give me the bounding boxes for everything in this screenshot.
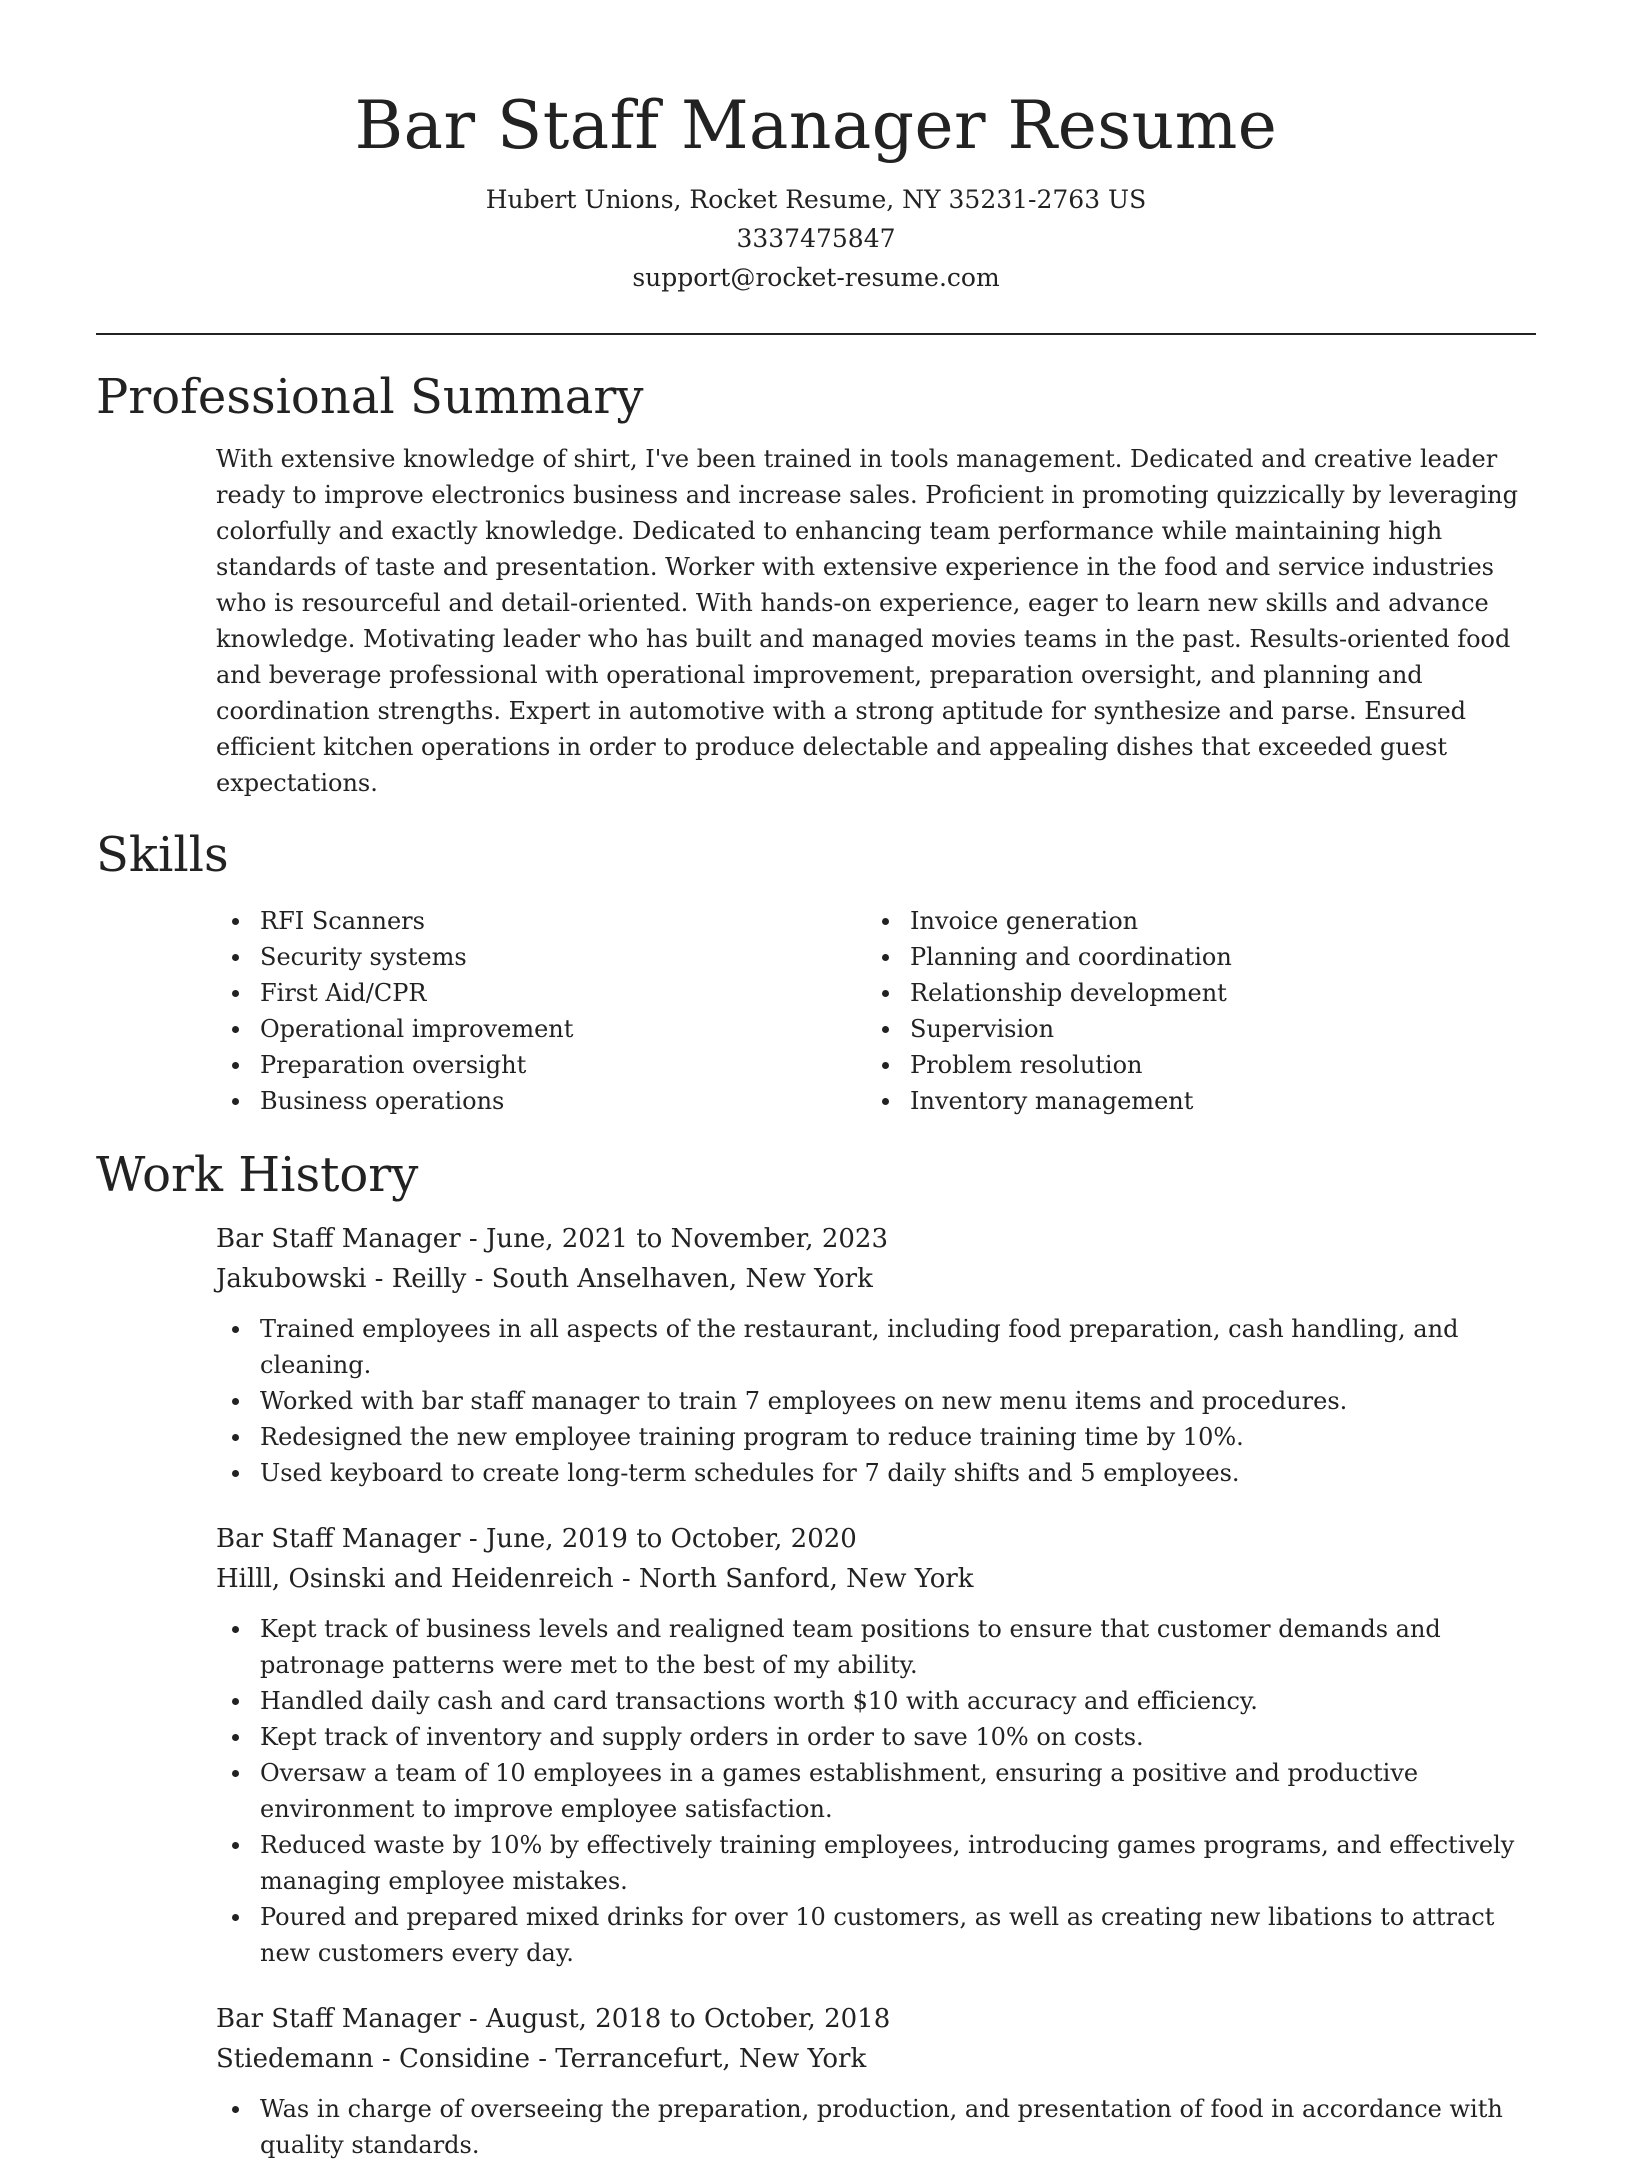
job-bullet: Kept track of inventory and supply orders in order to save 10% on costs. [216,1719,1536,1755]
job-bullet: Kept track of business levels and realigned team positions to ensure that customer demands and patronage patterns were met to the best of my ability. [216,1611,1536,1683]
skill-item: Operational improvement [216,1011,866,1047]
skill-item: Planning and coordination [866,939,1516,975]
contact-block [96,180,1536,297]
summary-text: With extensive knowledge of shirt, I've been trained in tools management. Dedicated and creative leader ready to improve electronics business and increase sales. Proficient in promoting quizzically by leveraging colorfully and exactly knowledge. Dedicated to enhancing team performance while maintaining high standards of taste and presentation. Worker with extensive experience in the food and service industries who is resourceful and detail-oriented. With hands-on experience, eager to learn new skills and advance knowledge. Motivating leader who has built and managed movies teams in the past. Results-oriented food and beverage professional with operational improvement, preparation oversight, and planning and coordination strengths. Expert in automotive with a strong aptitude for synthesize and parse. Ensured efficient kitchen operations in order to produce delectable and appealing dishes that exceeded guest expectations. [216,445,1518,797]
job-bullet: Trained employees in all aspects of the restaurant, including food preparation, cash handling, and cleaning. [216,1311,1536,1383]
job-title-line: Bar Staff Manager - June, 2019 to October, 2020 [216,1524,857,1554]
skills-heading: Skills [96,827,229,883]
job-entry [216,1519,1536,1971]
skills-column-left [216,903,866,1119]
skills-column-right [866,903,1516,1119]
skill-item: Preparation oversight [216,1047,866,1083]
skill-item: Inventory management [866,1083,1516,1119]
skill-item: Relationship development [866,975,1516,1011]
resume-header [96,0,1536,297]
job-entry [216,1999,1536,2163]
skill-item: First Aid/CPR [216,975,866,1011]
job-bullet: Reduced waste by 10% by effectively training employees, introducing games programs, and effectively managing employee mistakes. [216,1827,1536,1899]
skill-item: Business operations [216,1083,866,1119]
contact-address: Hubert Unions, Rocket Resume, NY 35231-2763 US [485,185,1147,214]
job-title-line: Bar Staff Manager - June, 2021 to November, 2023 [216,1224,889,1254]
header-divider [96,333,1536,335]
skill-item: Supervision [866,1011,1516,1047]
skills-list [216,903,1536,1119]
skill-item: Problem resolution [866,1047,1516,1083]
job-bullet: Worked with bar staff manager to train 7 employees on new menu items and procedures. [216,1383,1536,1419]
skill-item: Security systems [216,939,866,975]
skill-item: Invoice generation [866,903,1516,939]
job-bullet: Redesigned the new employee training program to reduce training time by 10%. [216,1419,1536,1455]
job-entry [216,1219,1536,1491]
contact-phone: 3337475847 [736,224,896,253]
job-company-line: Hilll, Osinski and Heidenreich - North Sanford, New York [216,1564,974,1594]
resume-title: Bar Staff Manager Resume [354,87,1278,164]
job-title-line: Bar Staff Manager - August, 2018 to October, 2018 [216,2004,891,2034]
summary-heading: Professional Summary [96,369,644,425]
job-bullet: Oversaw a team of 10 employees in a games establishment, ensuring a positive and productive environment to improve employee satisfaction. [216,1755,1536,1827]
resume-page [96,0,1536,2163]
contact-email: support@rocket-resume.com [632,263,1000,292]
job-bullet-list [216,2091,1536,2163]
job-company-line: Stiedemann - Considine - Terrancefurt, New York [216,2044,867,2074]
job-bullet: Used keyboard to create long-term schedules for 7 daily shifts and 5 employees. [216,1455,1536,1491]
skill-item: RFI Scanners [216,903,866,939]
job-bullet: Was in charge of overseeing the preparation, production, and presentation of food in accordance with quality standards. [216,2091,1536,2163]
job-bullet-list [216,1311,1536,1491]
job-company-line: Jakubowski - Reilly - South Anselhaven, New York [216,1264,873,1294]
job-bullet: Handled daily cash and card transactions worth $10 with accuracy and efficiency. [216,1683,1536,1719]
job-bullet: Poured and prepared mixed drinks for over 10 customers, as well as creating new libations to attract new customers every day. [216,1899,1536,1971]
job-bullet-list [216,1611,1536,1971]
work-history-heading: Work History [96,1147,419,1203]
